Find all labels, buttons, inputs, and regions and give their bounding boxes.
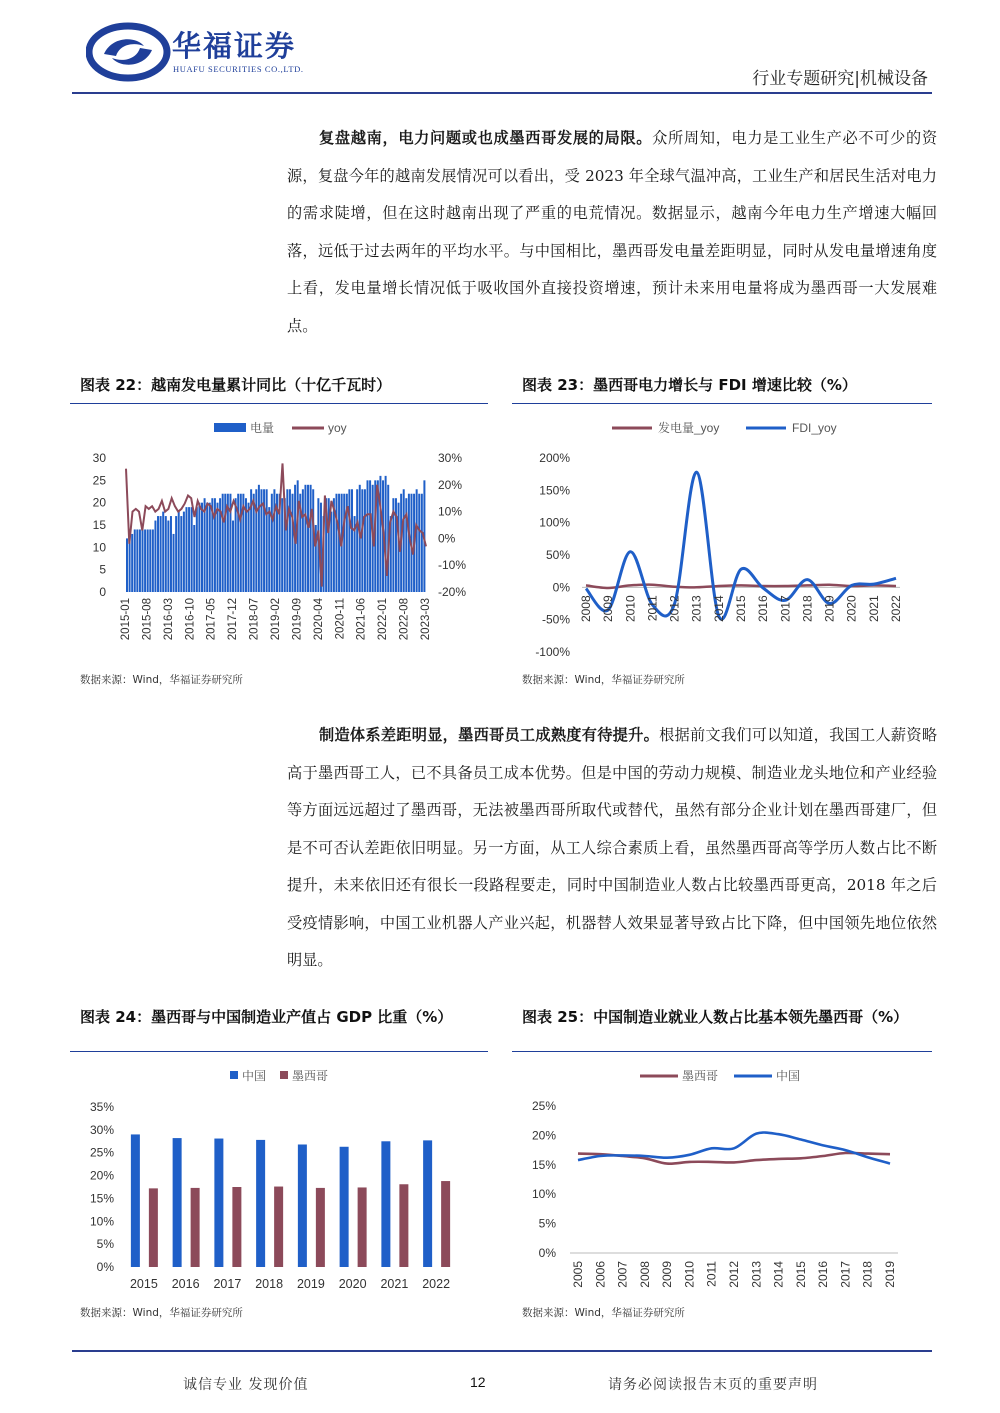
fig22-bar bbox=[167, 521, 169, 592]
fig22-bar bbox=[126, 538, 128, 592]
fig22-bar bbox=[304, 485, 306, 592]
fig24-xtick: 2015 bbox=[129, 1277, 158, 1291]
fig23-xtick: 2017 bbox=[778, 595, 793, 623]
report-type: 行业专题研究|机械设备 bbox=[752, 69, 928, 89]
fig24-legend-swatch-0 bbox=[230, 1071, 238, 1079]
fig24-xtick: 2018 bbox=[255, 1277, 284, 1291]
paragraph-1 bbox=[287, 120, 937, 345]
fig25-xtick: 2008 bbox=[637, 1261, 652, 1288]
fig24-ytick: 0% bbox=[96, 1260, 114, 1274]
fig22-ytick-left: 25 bbox=[92, 473, 106, 488]
fig23-ytick: 0% bbox=[552, 580, 570, 595]
fig23-legend-label-1: FDI_yoy bbox=[792, 421, 837, 435]
fig22-xtick: 2015-08 bbox=[141, 598, 154, 641]
fig24-ytick: 20% bbox=[89, 1168, 114, 1183]
fig22-bar bbox=[139, 529, 141, 592]
fig25-xtick: 2010 bbox=[682, 1261, 697, 1288]
fig22-bar bbox=[134, 529, 136, 592]
fig24-bar-china bbox=[423, 1140, 432, 1267]
fig23-ytick: 50% bbox=[545, 548, 570, 562]
fig24-xtick: 2017 bbox=[213, 1277, 242, 1291]
fig24-xtick: 2016 bbox=[171, 1277, 200, 1291]
fig22-xtick: 2020-04 bbox=[312, 598, 325, 641]
fig24-legend-label-0: 中国 bbox=[242, 1069, 267, 1083]
fig22-bar bbox=[330, 512, 332, 592]
fig25-ytick: 20% bbox=[531, 1128, 556, 1143]
fig22-ytick-right: 20% bbox=[438, 477, 463, 492]
fig22-xtick: 2019-09 bbox=[291, 598, 304, 641]
fig23-ytick: 150% bbox=[539, 483, 570, 498]
fig22-bar bbox=[408, 494, 410, 592]
fig22-bar bbox=[180, 516, 182, 592]
fig25-legend-label-1: 中国 bbox=[776, 1069, 801, 1083]
fig22-xtick: 2015-01 bbox=[120, 598, 132, 641]
paragraph-2-body: 根据前文我们可以知道，我国工人薪资略高于墨西哥工人，已不具备员工成本优势。但是中国的劳动力规模、制造业龙头地位和产业经验等方面远远超过了墨西哥，无法被墨西哥所取代或替代，虽然有部分企业计划在墨西哥建厂，但是不可否认差距依旧明显。另一方面，从工人综合素质上看，虽然墨西哥高等学历人数占比不断提升，未来依旧还有很长一段路程要走，同时中国制造业人数占比较墨西哥更高，2018 年之后受疫情影响，中国工业机器人产业兴起，机器替人效果显著导致占比下降，但中国领先地位依然明显。 bbox=[287, 726, 938, 969]
fig25-ytick: 25% bbox=[531, 1099, 556, 1113]
fig23-xtick: 2016 bbox=[756, 595, 771, 623]
fig22-bar bbox=[201, 503, 203, 592]
fig24-ytick: 25% bbox=[89, 1145, 114, 1160]
fig22-bar bbox=[369, 480, 371, 592]
fig24-bar-mexico bbox=[191, 1188, 200, 1267]
fig24-bar-china bbox=[256, 1140, 265, 1267]
fig22-bar bbox=[185, 507, 187, 592]
fig25-xtick: 2019 bbox=[883, 1261, 897, 1288]
fig22-xtick: 2017-05 bbox=[205, 598, 218, 641]
fig24-bar-mexico bbox=[316, 1188, 325, 1267]
fig22-bar bbox=[198, 503, 200, 592]
fig25-legend bbox=[640, 1068, 800, 1083]
fig22-bar bbox=[302, 489, 304, 592]
fig24-bar-mexico bbox=[358, 1187, 367, 1267]
fig22-bar bbox=[418, 494, 420, 592]
header-divider bbox=[72, 92, 932, 94]
fig25-chart bbox=[512, 1058, 932, 1300]
fig22-bar bbox=[255, 489, 257, 592]
fig22-xtick: 2016-03 bbox=[162, 598, 175, 641]
fig22-title: 图表 22：越南发电量累计同比（十亿千瓦时） bbox=[80, 376, 392, 394]
fig25-source: 数据来源：Wind，华福证券研究所 bbox=[522, 1307, 685, 1319]
fig22-bar bbox=[253, 494, 255, 592]
fig22-ytick-right: 10% bbox=[438, 504, 463, 519]
fig22-ytick-left: 10 bbox=[92, 540, 106, 555]
fig22-bar bbox=[286, 489, 288, 592]
fig22-ytick-right: -20% bbox=[438, 585, 467, 599]
fig22-bar bbox=[356, 489, 358, 592]
fig23-ytick: 200% bbox=[539, 451, 570, 465]
fig25-xtick: 2006 bbox=[593, 1261, 608, 1288]
fig24-bar-china bbox=[298, 1144, 307, 1267]
fig22-bar bbox=[206, 503, 208, 592]
fig22-bar bbox=[162, 512, 164, 592]
fig22-legend-bar-swatch bbox=[214, 423, 246, 432]
fig22-bar bbox=[307, 485, 309, 592]
fig22-bar bbox=[183, 512, 185, 592]
fig22-bar bbox=[289, 489, 291, 592]
fig22-bar bbox=[268, 507, 270, 592]
page-number: 12 bbox=[470, 1374, 486, 1390]
fig23-xtick: 2019 bbox=[822, 595, 837, 623]
fig23-xtick: 2013 bbox=[689, 595, 704, 623]
logo-emblem-icon bbox=[86, 22, 171, 82]
fig22-bar bbox=[310, 485, 312, 592]
fig22-xtick: 2019-02 bbox=[270, 598, 282, 641]
fig22-bar bbox=[178, 512, 180, 592]
fig24-bar-mexico bbox=[441, 1181, 450, 1267]
fig25-title: 图表 25：中国制造业就业人数占比基本领先墨西哥（%） bbox=[522, 1008, 909, 1026]
fig24-title: 图表 24：墨西哥与中国制造业产值占 GDP 比重（%） bbox=[80, 1008, 453, 1026]
fig25-ytick: 0% bbox=[538, 1246, 556, 1260]
fig23-xtick: 2018 bbox=[800, 595, 815, 623]
fig22-legend-line-label: yoy bbox=[328, 421, 347, 435]
fig24-xtick: 2021 bbox=[380, 1277, 409, 1291]
paragraph-1-body: 众所周知，电力是工业生产必不可少的资源，复盘今年的越南发展情况可以看出，受 2023 年全球气温冲高，工业生产和居民生活对电力的需求陡增，但在这时越南出现了严重的电荒情况。数据显示，越南今年电力生产增速大幅回落，远低于过去两年的平均水平。与中国相比，墨西哥发电量差距明显，同时从发电量增速角度上看，发电量增长情况低于吸收国外直接投资增速，预计未来用电量将成为墨西哥一大发展难点。 bbox=[287, 129, 938, 335]
fig22-bar bbox=[193, 525, 195, 592]
fig25-xtick: 2016 bbox=[816, 1261, 831, 1288]
fig22-bar bbox=[271, 494, 273, 592]
footer-divider bbox=[72, 1350, 932, 1352]
fig22-ytick-right: -10% bbox=[438, 558, 467, 573]
fig22-legend bbox=[214, 420, 347, 435]
fig25-xtick: 2007 bbox=[615, 1261, 630, 1288]
fig23-ytick: -50% bbox=[541, 612, 570, 627]
fig24-title-rule bbox=[70, 1051, 488, 1052]
fig22-bar bbox=[160, 516, 162, 592]
fig22-ytick-left: 0 bbox=[99, 585, 106, 599]
fig22-bar bbox=[131, 534, 133, 592]
fig22-bar bbox=[351, 489, 353, 592]
fig22-bar bbox=[421, 494, 423, 592]
fig24-bar-china bbox=[173, 1138, 182, 1267]
fig23-legend-label-0: 发电量_yoy bbox=[658, 421, 720, 435]
fig22-bar bbox=[173, 534, 175, 592]
fig22-bar bbox=[235, 498, 237, 592]
fig23-xtick: 2008 bbox=[579, 595, 593, 623]
fig25-xtick: 2012 bbox=[727, 1261, 741, 1288]
fig23-xtick: 2022 bbox=[889, 595, 903, 623]
fig22-xtick: 2023-03 bbox=[420, 598, 432, 641]
fig22-bar bbox=[379, 476, 381, 592]
fig24-chart bbox=[70, 1058, 490, 1300]
fig22-bar bbox=[258, 485, 260, 592]
fig24-legend-swatch-1 bbox=[280, 1071, 288, 1079]
fig23-legend bbox=[612, 420, 837, 435]
fig22-bar bbox=[335, 494, 337, 592]
fig24-bar-mexico bbox=[149, 1188, 158, 1267]
fig22-bar bbox=[222, 494, 224, 592]
fig24-bar-china bbox=[214, 1139, 223, 1267]
fig22-bar bbox=[188, 507, 190, 592]
fig23-ytick: -100% bbox=[535, 645, 570, 659]
fig23-xtick: 2014 bbox=[711, 595, 726, 623]
fig24-legend-label-1: 墨西哥 bbox=[292, 1069, 329, 1083]
fig22-bar bbox=[361, 489, 363, 592]
fig22-bar bbox=[170, 516, 172, 592]
fig24-ytick: 30% bbox=[89, 1122, 114, 1137]
fig22-bar bbox=[175, 516, 177, 592]
fig22-bar bbox=[152, 529, 154, 592]
fig25-title-rule bbox=[512, 1051, 932, 1052]
fig22-bar bbox=[147, 529, 149, 592]
fig22-bar bbox=[144, 529, 146, 592]
fig24-ytick: 5% bbox=[96, 1237, 114, 1252]
fig23-source: 数据来源：Wind，华福证券研究所 bbox=[522, 674, 685, 686]
fig22-bar bbox=[364, 489, 366, 592]
fig25-series-line-1 bbox=[578, 1133, 890, 1164]
fig22-bar bbox=[348, 489, 350, 592]
fig22-xtick: 2022-08 bbox=[398, 598, 411, 641]
fig22-bar bbox=[142, 529, 144, 592]
fig24-bar-mexico bbox=[232, 1187, 241, 1267]
fig23-title: 图表 23：墨西哥电力增长与 FDI 增速比较（%） bbox=[522, 376, 857, 394]
fig25-ytick: 15% bbox=[531, 1157, 556, 1172]
fig23-xtick: 2012 bbox=[667, 595, 682, 623]
fig22-bar bbox=[343, 494, 345, 592]
fig24-xtick: 2019 bbox=[296, 1277, 325, 1291]
fig22-xtick: 2021-06 bbox=[355, 598, 368, 641]
fig22-bar bbox=[165, 516, 167, 592]
fig25-ytick: 10% bbox=[531, 1187, 556, 1202]
fig22-bar bbox=[232, 521, 234, 592]
fig22-bar bbox=[196, 507, 198, 592]
paragraph-1-lead: 复盘越南，电力问题或也成墨西哥发展的局限。 bbox=[319, 129, 653, 147]
fig22-bar bbox=[403, 489, 405, 592]
fig22-xtick: 2022-01 bbox=[377, 598, 390, 641]
fig22-xtick: 2017-12 bbox=[227, 598, 240, 641]
fig24-xtick: 2022 bbox=[422, 1277, 451, 1291]
fig22-bar bbox=[191, 507, 193, 592]
fig22-bar bbox=[149, 529, 151, 592]
fig22-source: 数据来源：Wind，华福证券研究所 bbox=[80, 674, 243, 686]
fig22-bar bbox=[136, 529, 138, 592]
fig22-chart bbox=[70, 410, 490, 668]
fig22-title-rule bbox=[70, 403, 488, 404]
fig22-bar bbox=[248, 503, 250, 592]
fig22-ytick-right: 30% bbox=[438, 451, 463, 465]
fig25-xtick: 2011 bbox=[704, 1261, 719, 1287]
fig22-bar bbox=[217, 503, 219, 592]
fig25-xtick: 2018 bbox=[860, 1261, 875, 1288]
fig22-ytick-left: 15 bbox=[92, 518, 106, 532]
fig24-ytick: 35% bbox=[89, 1100, 114, 1114]
fig23-xtick: 2015 bbox=[734, 595, 748, 623]
fig24-bar-china bbox=[340, 1147, 349, 1267]
fig23-title-rule bbox=[512, 403, 932, 404]
paragraph-2 bbox=[287, 717, 937, 980]
fig22-ytick-left: 5 bbox=[99, 562, 106, 577]
fig24-bar-mexico bbox=[399, 1184, 408, 1267]
fig25-legend-label-0: 墨西哥 bbox=[682, 1069, 719, 1083]
fig22-ytick-right: 0% bbox=[438, 531, 456, 546]
fig24-source: 数据来源：Wind，华福证券研究所 bbox=[80, 1307, 243, 1319]
fig23-ytick: 100% bbox=[539, 515, 570, 530]
fig22-bar bbox=[292, 494, 294, 592]
fig22-xtick: 2016-10 bbox=[184, 598, 197, 641]
fig25-xtick: 2009 bbox=[660, 1261, 675, 1288]
fig24-ytick: 10% bbox=[89, 1214, 114, 1229]
company-name-cn: 华福证券 bbox=[172, 29, 297, 63]
fig22-bar bbox=[157, 516, 159, 592]
fig25-xtick: 2015 bbox=[793, 1261, 808, 1288]
fig22-legend-bar-label: 电量 bbox=[250, 421, 275, 435]
fig23-chart bbox=[512, 410, 932, 668]
fig25-xtick: 2013 bbox=[749, 1261, 764, 1288]
fig24-legend bbox=[230, 1068, 328, 1083]
fig25-xtick: 2017 bbox=[838, 1261, 853, 1288]
fig22-bar bbox=[240, 494, 242, 592]
fig25-xtick: 2014 bbox=[771, 1261, 786, 1288]
fig22-bar bbox=[273, 489, 275, 592]
fig22-bar bbox=[395, 498, 397, 592]
fig24-bar-china bbox=[131, 1134, 140, 1267]
fig24-xtick: 2020 bbox=[338, 1277, 367, 1291]
company-name-en: HUAFU SECURITIES CO.,LTD. bbox=[173, 64, 304, 74]
fig24-bar-china bbox=[381, 1141, 390, 1267]
fig22-xtick: 2020-11 bbox=[334, 598, 347, 640]
fig22-bar bbox=[266, 489, 268, 592]
fig22-bar bbox=[281, 498, 283, 592]
fig24-ytick: 15% bbox=[89, 1191, 114, 1206]
fig23-xtick: 2021 bbox=[866, 595, 881, 623]
fig22-ytick-left: 30 bbox=[92, 451, 106, 465]
fig22-bar bbox=[416, 489, 418, 592]
fig23-xtick: 2020 bbox=[844, 595, 859, 623]
footer-disclaimer: 请务必阅读报告末页的重要声明 bbox=[608, 1377, 818, 1393]
paragraph-2-lead: 制造体系差距明显，墨西哥员工成熟度有待提升。 bbox=[319, 726, 660, 744]
fig22-bar bbox=[209, 503, 211, 592]
fig23-xtick: 2009 bbox=[601, 595, 616, 623]
fig22-xtick: 2018-07 bbox=[248, 598, 261, 641]
fig25-ytick: 5% bbox=[538, 1216, 556, 1231]
fig22-bar bbox=[154, 521, 156, 592]
fig22-bar bbox=[367, 480, 369, 592]
fig22-ytick-left: 20 bbox=[92, 495, 106, 510]
footer-slogan: 诚信专业 发现价值 bbox=[183, 1377, 309, 1393]
fig24-bar-mexico bbox=[274, 1187, 283, 1267]
fig23-xtick: 2010 bbox=[623, 595, 638, 623]
fig25-xtick: 2005 bbox=[571, 1261, 585, 1288]
fig23-xtick: 2011 bbox=[645, 595, 660, 622]
